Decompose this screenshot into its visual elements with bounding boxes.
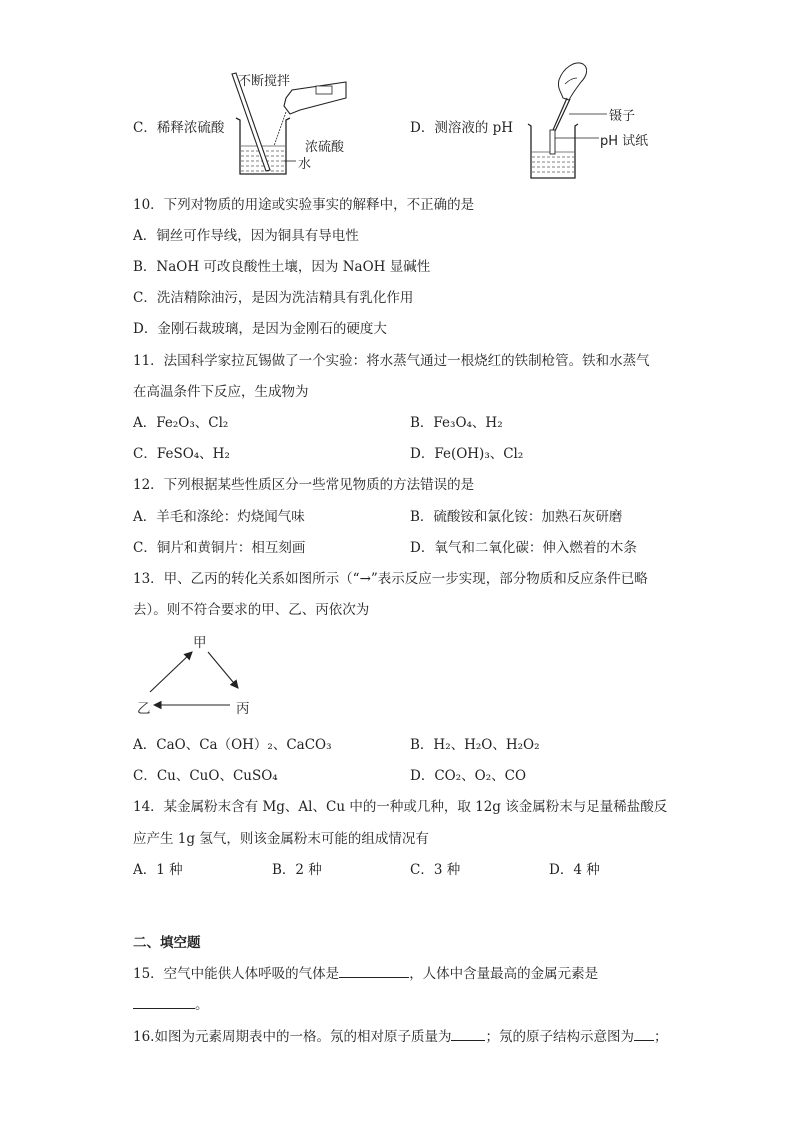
q13-option-b: B．H₂、H₂O、H₂O₂ [410,737,540,753]
q14-option-c: C．3 种 [410,862,461,878]
q11-option-a: A．Fe₂O₃、Cl₂ [133,415,229,431]
acid-stream [274,112,286,146]
hand-shape [558,63,586,100]
q14-stem-line1: 14．某金属粉末含有 Mg、Al、Cu 中的一种或几种，取 12g 该金属粉末与足量稀盐酸反 [133,799,668,815]
q13-option-a: A．CaO、Ca（OH）₂、CaCO₃ [133,737,332,753]
solution-lines [532,152,574,172]
q9-option-c-label: C．稀释浓硫酸 [133,120,225,136]
q14-option-b: B．2 种 [272,862,322,878]
q11-stem-line1: 11．法国科学家拉瓦锡做了一个实验：将水蒸气通过一根烧红的铁制枪管。铁和水蒸气 [133,353,650,369]
q15-end: 。 [195,997,209,1013]
arrow-jia-to-bing [208,652,238,688]
node-jia: 甲 [193,635,207,651]
q10-option-a: A．铜丝可作导线，因为铜具有导电性 [133,228,359,244]
q15-text-part1: 15．空气中能供人体呼吸的气体是 [133,966,340,982]
q10-option-d: D．金刚石裁玻璃，是因为金刚石的硬度大 [133,321,387,337]
q12-option-b: B．硫酸铵和氯化铵：加熟石灰研磨 [410,509,623,525]
tweezers-label: 镊子 [609,109,636,124]
q16-text-part2: ；氖的原子结构示意图为 [485,1029,634,1045]
q11-stem-line2: 在高温条件下反应，生成物为 [133,384,309,400]
q9-option-d-label: D．测溶液的 pH [410,120,514,136]
q15-blank-1[interactable] [339,963,409,978]
q16-end: ； [653,1029,668,1045]
q15-line2 [133,993,209,1013]
q11-option-d: D．Fe(OH)₃、Cl₂ [410,446,524,462]
ph-paper [550,130,555,154]
bottle-label [316,86,332,94]
q15-line1 [133,962,598,982]
q12-stem: 12．下列根据某些性质区分一些常见物质的方法错误的是 [133,477,475,493]
stir-label: 不断搅拌 [238,74,291,89]
q12-option-d: D．氧气和二氧化碳：伸入燃着的木条 [410,540,637,556]
q13-option-c: C．Cu、CuO、CuSO₄ [133,768,278,784]
q16-blank-1[interactable] [451,1026,485,1041]
q14-option-d: D．4 种 [549,862,600,878]
ph-test-apparatus [525,58,615,183]
node-bing: 丙 [236,701,250,717]
q14-stem-line2: 应产生 1g 氢气，则该金属粉末可能的组成情况有 [133,831,429,847]
q12-option-a: A．羊毛和涤纶：灼烧闻气味 [133,509,305,525]
arrow-yi-to-jia [150,652,192,692]
q13-stem-line2: 去）。则不符合要求的甲、乙、丙依次为 [133,602,370,618]
water-label: 水 [298,157,312,172]
acid-label: 浓硫酸 [305,140,345,155]
q15-text-part2: ，人体中含量最高的金属元素是 [409,966,599,982]
q13-option-d: D．CO₂、O₂、CO [410,768,527,784]
q16-blank-2[interactable] [634,1026,654,1041]
section-heading: 二、填空题 [133,935,201,951]
q16-text-part1: 16.如图为元素周期表中的一格。氖的相对原子质量为 [133,1029,452,1045]
q14-option-a: A．1 种 [133,862,183,878]
q10-option-c: C．洗洁精除油污，是因为洗洁精具有乳化作用 [133,290,414,306]
q13-stem-line1: 13．甲、乙丙的转化关系如图所示（“→”表示反应一步实现，部分物质和反应条件已略 [133,571,648,587]
reagent-bottle [284,82,346,114]
q10-option-b: B．NaOH 可改良酸性土壤，因为 NaOH 显碱性 [133,259,431,275]
q11-option-b: B．Fe₃O₄、H₂ [410,415,503,431]
q12-option-c: C．铜片和黄铜片：相互刻画 [133,540,306,556]
q11-option-c: C．FeSO₄、H₂ [133,446,230,462]
q10-stem: 10．下列对物质的用途或实验事实的解释中，不正确的是 [133,197,475,213]
q16-line1 [133,1025,667,1045]
ph-paper-label: pH 试纸 [600,134,649,149]
node-yi: 乙 [137,701,151,717]
q15-blank-2[interactable] [133,994,195,1009]
tweezers [553,98,567,130]
